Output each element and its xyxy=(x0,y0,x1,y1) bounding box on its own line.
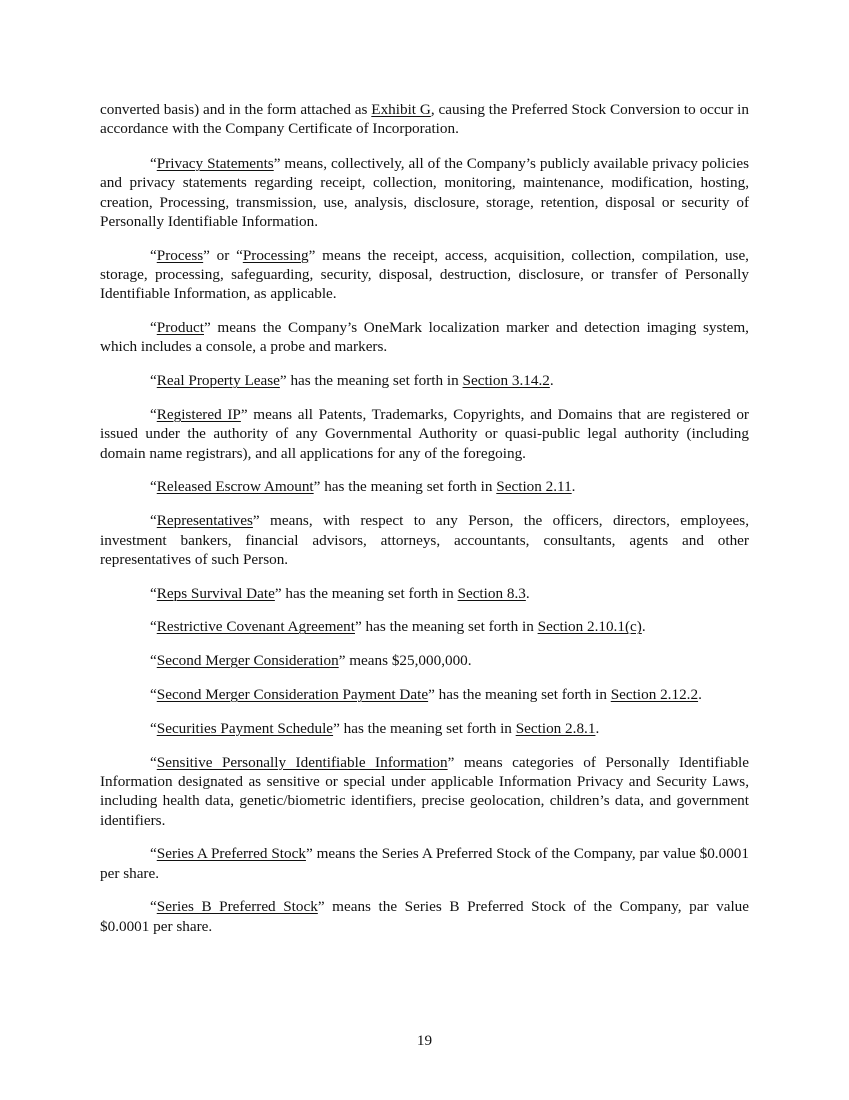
defined-term: Registered IP xyxy=(156,406,241,424)
section-reference: Section 2.11 xyxy=(496,478,572,496)
exhibit-reference: Exhibit G xyxy=(371,101,431,118)
definition-text: means, with respect to any Person, the officers, directors, employees, investment bankers, financial advisors, attorneys, accountants, consultants, agents and other representatives of such Person. xyxy=(100,512,749,568)
close-quote: ” xyxy=(428,686,439,704)
defined-term: Restrictive Covenant Agreement xyxy=(156,618,355,636)
open-quote: “ xyxy=(150,719,157,737)
close-quote: ” xyxy=(274,584,286,602)
section-reference: Section 2.12.2 xyxy=(610,686,699,704)
close-quote: ” xyxy=(279,372,291,390)
open-quote: “ xyxy=(150,845,157,863)
definition-text: has the meaning set forth in xyxy=(365,618,538,636)
defined-term: Series A Preferred Stock xyxy=(156,845,306,863)
open-quote: “ xyxy=(150,406,157,424)
defined-term: Real Property Lease xyxy=(156,372,280,390)
close-quote: ” xyxy=(252,512,271,530)
defined-term: Sensitive Personally Identifiable Information xyxy=(156,753,448,771)
defined-term: Reps Survival Date xyxy=(156,584,275,602)
close-quote: ” xyxy=(317,898,333,916)
defined-term: Series B Preferred Stock xyxy=(156,898,318,916)
close-quote: ” xyxy=(273,155,285,173)
defined-term: Released Escrow Amount xyxy=(156,478,314,496)
period: . xyxy=(698,686,702,704)
open-quote: “ xyxy=(150,652,157,670)
definition-text: means the Company’s OneMark localization marker and detection imaging system, which includes a console, a probe and markers. xyxy=(100,319,749,356)
close-quote: ” xyxy=(305,845,317,863)
definition-registered-ip xyxy=(100,405,749,463)
definition-privacy-statements xyxy=(100,154,749,231)
open-quote: “ xyxy=(150,512,157,530)
close-quote: ” or “ xyxy=(203,246,243,264)
close-quote: ” xyxy=(447,753,464,771)
document-page xyxy=(100,100,749,951)
defined-term: Representatives xyxy=(156,512,253,530)
definition-real-property-lease xyxy=(100,371,749,390)
period: . xyxy=(571,478,576,496)
section-reference: Section 2.8.1 xyxy=(515,719,596,737)
period: . xyxy=(525,584,530,602)
section-reference: Section 3.14.2 xyxy=(462,372,550,390)
close-quote: ” xyxy=(338,652,350,670)
definition-restrictive-covenant-agreement xyxy=(100,617,749,636)
definition-text: has the meaning set forth in xyxy=(285,584,458,602)
definition-representatives xyxy=(100,511,749,569)
defined-term: Securities Payment Schedule xyxy=(156,719,334,737)
definition-series-b-preferred-stock xyxy=(100,897,749,936)
period: . xyxy=(641,618,646,636)
open-quote: “ xyxy=(150,898,157,916)
defined-term: Second Merger Consideration Payment Date xyxy=(156,686,429,704)
intro-rest-text: , causing the Preferred Stock Conversion to occur in accordance with the Company Certificate of Incorporation. xyxy=(100,101,749,138)
definition-product xyxy=(100,318,749,357)
definition-text: has the meaning set forth in xyxy=(343,719,516,737)
definition-reps-survival-date xyxy=(100,584,749,603)
definition-process xyxy=(100,246,749,304)
close-quote: ” xyxy=(204,319,218,337)
open-quote: “ xyxy=(150,319,157,337)
definition-text: has the meaning set forth in xyxy=(290,372,463,390)
definition-second-merger-consideration xyxy=(100,651,749,670)
close-quote: ” xyxy=(354,618,366,636)
open-quote: “ xyxy=(150,686,157,704)
close-quote: ” xyxy=(240,406,254,424)
definition-text: means the receipt, access, acquisition, collection, compilation, use, storage, processing, safeguarding, security, disposal, destruction, disclosure, or transfer of Personally Identifiable Information, as applicable. xyxy=(100,246,749,303)
definition-text: has the meaning set forth in xyxy=(438,686,611,704)
defined-term: Privacy Statements xyxy=(156,155,274,173)
defined-term-alternate: Processing xyxy=(242,246,309,264)
open-quote: “ xyxy=(150,478,157,496)
period: . xyxy=(549,372,554,390)
defined-term: Process xyxy=(156,246,204,264)
definition-text: means all Patents, Trademarks, Copyrights, and Domains that are registered or issued under the authority of any Governmental Authority or quasi-public legal authority (including domain name registrars), and all applications for any of the foregoing. xyxy=(100,406,749,462)
definition-text: means $25,000,000. xyxy=(349,652,472,670)
page-number: 19 xyxy=(416,1032,433,1049)
definition-text: means the Series A Preferred Stock of the Company, par value $0.0001 per share. xyxy=(100,845,749,882)
intro-paragraph xyxy=(100,100,749,139)
definition-second-merger-consideration-payment-date xyxy=(100,685,749,704)
close-quote: ” xyxy=(308,246,323,264)
open-quote: “ xyxy=(150,618,157,636)
defined-term: Product xyxy=(156,319,204,337)
definition-released-escrow-amount xyxy=(100,477,749,496)
definition-text: means categories of Personally Identifiable Information designated as sensitive or special under applicable Information Privacy and Security Laws, including health data, genetic/biometric identifiers, precise geolocation, children’s data, and government identifiers. xyxy=(100,753,749,829)
definition-sensitive-pii xyxy=(100,753,749,830)
defined-term: Second Merger Consideration xyxy=(156,652,339,670)
section-reference: Section 2.10.1(c) xyxy=(537,618,642,636)
definition-text: has the meaning set forth in xyxy=(324,478,497,496)
open-quote: “ xyxy=(150,753,157,771)
open-quote: “ xyxy=(150,246,157,264)
open-quote: “ xyxy=(150,584,157,602)
definition-securities-payment-schedule xyxy=(100,719,749,738)
open-quote: “ xyxy=(150,372,157,390)
definition-text: means the Series B Preferred Stock of the Company, par value $0.0001 per share. xyxy=(100,898,749,935)
intro-lead-text: converted basis) and in the form attached as xyxy=(100,101,372,118)
open-quote: “ xyxy=(150,155,157,173)
close-quote: ” xyxy=(313,478,325,496)
close-quote: ” xyxy=(333,719,344,737)
section-reference: Section 8.3 xyxy=(457,584,526,602)
definition-text: means, collectively, all of the Company’s publicly available privacy policies and privacy statements regarding receipt, collection, monitoring, maintenance, modification, hosting, creation, Processing, transmission, use, analysis, disclosure, storage, retention, disposal or security of Personally Identifiable Information. xyxy=(100,155,750,230)
definition-series-a-preferred-stock xyxy=(100,844,749,883)
period: . xyxy=(595,719,600,737)
